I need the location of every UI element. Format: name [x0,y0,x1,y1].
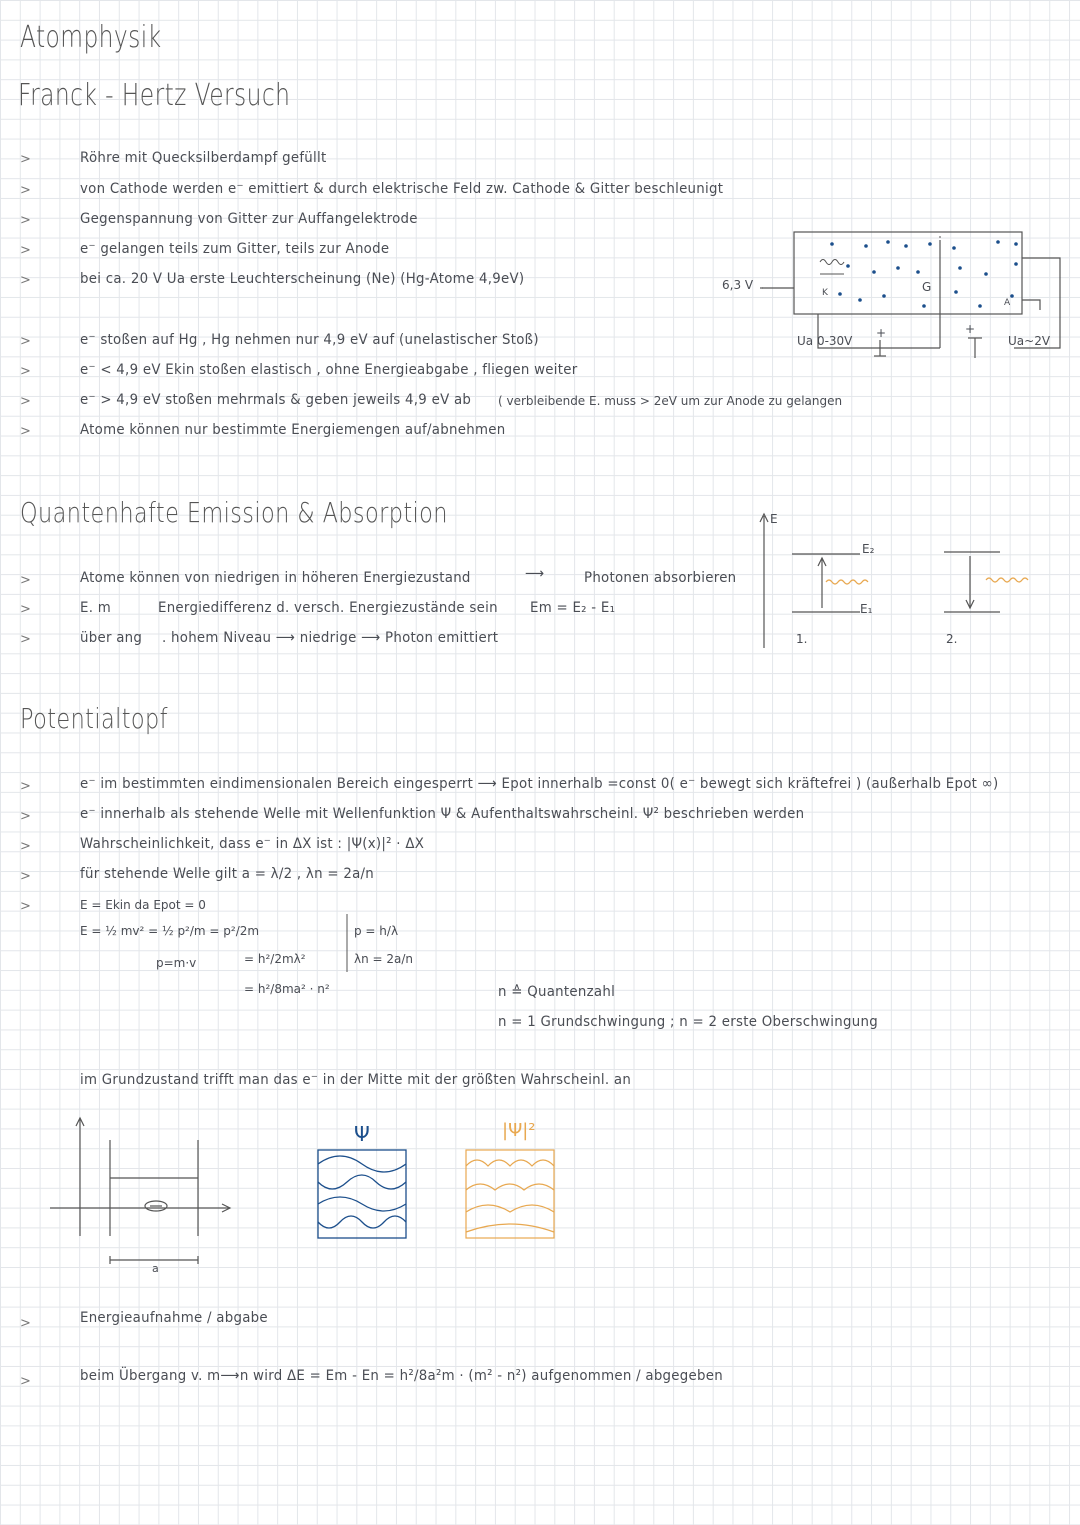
well-width-label: a [152,1262,159,1275]
level-e2-label: E₂ [862,542,875,556]
list-item: e⁻ stoßen auf Hg , Hg nehmen nur 4,9 eV auf (unelastischer Stoß) [80,332,539,348]
level-e1-label: E₁ [860,602,873,616]
bullet-arrow-icon: > [20,839,31,854]
bullet-arrow-icon: > [20,1316,31,1331]
list-item: E. m [80,600,112,616]
list-item: e⁻ > 4,9 eV stoßen mehrmals & geben jeweils 4,9 eV ab [80,392,472,408]
list-item: e⁻ im bestimmten eindimensionalen Bereich eingesperrt ⟶ Epot innerhalb =const 0( e⁻ bewegt sich kräftefrei ) (außerhalb Epot ∞) [80,776,999,792]
quantenzahl-note: n ≙ Quantenzahl [498,984,616,1000]
energy-transition-formula: beim Übergang v. m⟶n wird ΔE = Em - En = h²/8a²m · (m² - n²) aufgenommen / abgegeben [80,1368,723,1384]
section-heading-quantum: Quantenhafte Emission & Absorption [20,496,448,529]
case-1-label: 1. [796,632,808,646]
list-item: . hohem Niveau ⟶ niedrige ⟶ Photon emittiert [162,630,499,646]
list-item: Energiedifferenz d. versch. Energiezustände sein [158,600,498,616]
section-heading-franck-hertz: Franck - Hertz Versuch [18,78,291,113]
plus-sign: + [876,326,887,340]
formula-em: Em = E₂ - E₁ [530,600,616,616]
bullet-arrow-icon: > [20,779,31,794]
formula-lambda-n: λn = 2a/n [354,952,414,966]
bullet-arrow-icon: > [20,809,31,824]
list-item: Röhre mit Quecksilberdampf gefüllt [80,150,327,166]
list-item: Atome können nur bestimmte Energiemengen auf/abnehmen [80,422,506,438]
list-item: e⁻ gelangen teils zum Gitter, teils zur Anode [80,241,390,257]
grundschwingung-note: n = 1 Grundschwingung ; n = 2 erste Oberschwingung [498,1014,878,1030]
plus-sign: + [965,322,976,336]
bullet-arrow-icon: > [20,424,31,439]
energy-axis-label: E [770,512,778,526]
cathode-label: K [822,288,828,298]
list-item: Atome können von niedrigen in höheren Energiezustand [80,570,471,586]
anode-label: A [1004,298,1011,308]
bullet-arrow-icon: > [20,243,31,258]
psi-squared-label: |Ψ|² [502,1120,536,1141]
psi-label: Ψ [354,1122,370,1146]
bullet-arrow-icon: > [20,152,31,167]
list-item: e⁻ < 4,9 eV Ekin stoßen elastisch , ohne Energieabgabe , fliegen weiter [80,362,578,378]
list-item: E = Ekin da Epot = 0 [80,898,206,912]
heater-voltage-label: 6,3 V [722,278,754,292]
section-heading-potential: Potentialtopf [20,702,168,735]
energy-heading: Energieaufnahme / abgabe [80,1310,268,1326]
formula-momentum: p=m·v [156,956,197,970]
formula-h-lambda: = h²/2mλ² [244,952,306,966]
grid-label: G [922,280,932,294]
bullet-arrow-icon: > [20,899,31,914]
formula-energy: E = ½ mv² = ½ p²/m = p²/2m [80,924,260,938]
list-item: Wahrscheinlichkeit, dass e⁻ in ΔX ist : |Ψ(x)|² · ΔX [80,836,425,852]
bullet-arrow-icon: > [20,1374,31,1389]
bullet-arrow-icon: > [20,273,31,288]
bullet-arrow-icon: > [20,573,31,588]
counter-voltage-label: Ua~2V [1008,334,1051,348]
page-title: Atomphysik [20,20,162,55]
case-2-label: 2. [946,632,958,646]
bullet-arrow-icon: > [20,364,31,379]
bullet-arrow-icon: > [20,394,31,409]
formula-p-h: p = h/λ [354,924,399,938]
formula-h-n: = h²/8ma² · n² [244,982,330,996]
arrow-icon: ⟶ [525,566,545,582]
list-item: Photonen absorbieren [584,570,737,586]
note-remaining-energy: ( verbleibende E. muss > 2eV um zur Anode zu gelangen [498,394,843,408]
bullet-arrow-icon: > [20,869,31,884]
accelerating-voltage-label: Ua 0-30V [797,334,853,348]
list-item: für stehende Welle gilt a = λ/2 , λn = 2a/n [80,866,375,882]
bullet-arrow-icon: > [20,183,31,198]
bullet-arrow-icon: > [20,213,31,228]
bullet-arrow-icon: > [20,334,31,349]
bullet-arrow-icon: > [20,602,31,617]
list-item: bei ca. 20 V Ua erste Leuchterscheinung (Ne) (Hg-Atome 4,9eV) [80,271,525,287]
list-item: e⁻ innerhalb als stehende Welle mit Wellenfunktion Ψ & Aufenthaltswahrscheinl. Ψ² beschrieben werden [80,806,805,822]
list-item: von Cathode werden e⁻ emittiert & durch elektrische Feld zw. Cathode & Gitter beschleunigt [80,181,724,197]
bullet-arrow-icon: > [20,632,31,647]
grundzustand-note: im Grundzustand trifft man das e⁻ in der Mitte mit der größten Wahrscheinl. an [80,1072,632,1088]
list-item: über ang [80,630,143,646]
list-item: Gegenspannung von Gitter zur Auffangelektrode [80,211,418,227]
